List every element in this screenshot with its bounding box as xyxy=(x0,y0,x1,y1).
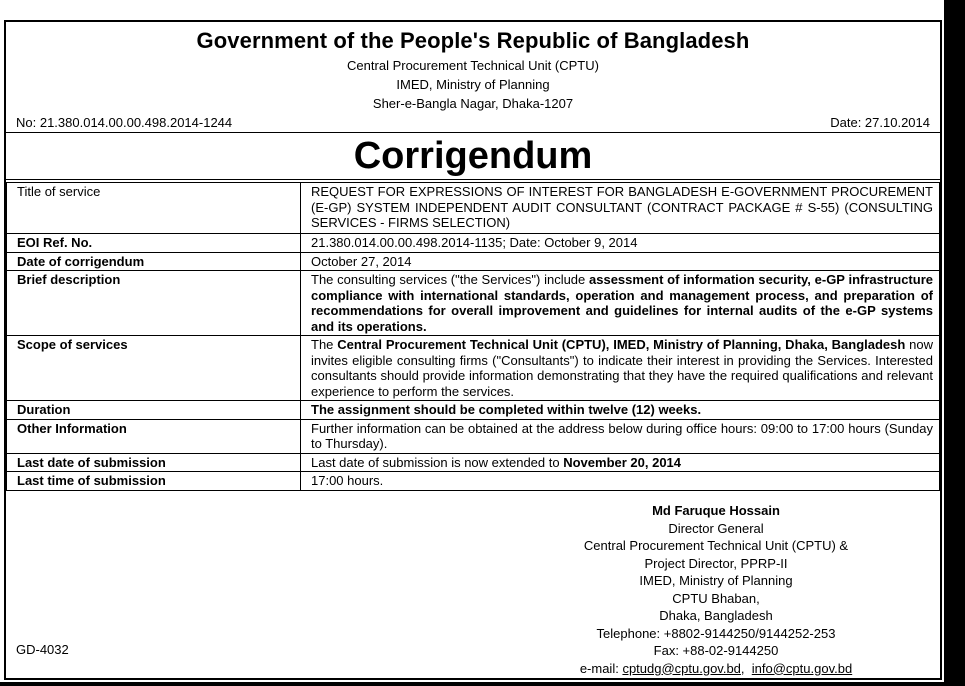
fax-line: Fax: +88-02-9144250 xyxy=(653,643,779,658)
row-label: Last date of submission xyxy=(7,453,301,472)
table-row xyxy=(7,419,940,453)
signatory-unit: Central Procurement Technical Unit (CPTU) & xyxy=(583,538,849,553)
table-row xyxy=(7,472,940,491)
unit-name: Central Procurement Technical Unit (CPTU) xyxy=(347,58,599,73)
row-value: Further information can be obtained at the address below during office hours: 09:00 to 17:00 hours (Sunday to Thursday). xyxy=(301,419,940,453)
signatory-project: Project Director, PPRP-II xyxy=(644,555,788,571)
table-row xyxy=(7,183,940,234)
value-emphasis: November 20, 2014 xyxy=(563,454,682,470)
signatory-city: Dhaka, Bangladesh xyxy=(659,608,773,623)
notice-date: Date: 27.10.2014 xyxy=(830,115,930,130)
corrigendum-table xyxy=(6,182,940,491)
row-label: Date of corrigendum xyxy=(7,252,301,271)
value-emphasis: assessment of information security, e-GP infrastructure compliance with international standards, operation and management process, and preparation of recommendations for overall improvement and guidelines for internal audits of the e-GP systems and its operations. xyxy=(311,272,933,334)
table-row xyxy=(7,271,940,336)
value-text: now invites eligible consulting firms ("Consultants") to indicate their interest in providing the Services. Interested consultants should provide information demonstrating that they have the required qualifications and relevant experience to perform the services. xyxy=(311,337,933,399)
government-title: Government of the People's Republic of Bangladesh xyxy=(196,28,750,53)
table-row xyxy=(7,234,940,253)
value-emphasis: The assignment should be completed within twelve (12) weeks. xyxy=(311,402,702,417)
email-line xyxy=(566,660,866,678)
table-row xyxy=(7,453,940,472)
gd-code: GD-4032 xyxy=(16,642,69,657)
email-label: e-mail: xyxy=(579,660,623,676)
page-title: Corrigendum xyxy=(353,135,593,177)
value-text: The consulting services ("the Services") include xyxy=(311,272,589,287)
email-link-info[interactable]: info@cptu.gov.bd xyxy=(751,660,853,676)
row-value: 21.380.014.00.00.498.2014-1135; Date: October 9, 2014 xyxy=(301,234,940,253)
row-value xyxy=(301,271,940,336)
table-row xyxy=(7,336,940,401)
telephone-line: Telephone: +8802-9144250/9144252-253 xyxy=(596,625,836,641)
row-value: 17:00 hours. xyxy=(301,472,940,491)
notice-frame xyxy=(4,20,942,680)
reference-number: No: 21.380.014.00.00.498.2014-1244 xyxy=(16,115,233,130)
title-box xyxy=(6,132,940,180)
ministry-name: IMED, Ministry of Planning xyxy=(396,77,550,92)
table-row xyxy=(7,252,940,271)
signatory-name: Md Faruque Hossain xyxy=(652,503,780,518)
email-link-cptudg[interactable]: cptudg@cptu.gov.bd xyxy=(622,660,741,676)
row-label: Duration xyxy=(7,401,301,420)
right-edge-bar xyxy=(944,0,965,686)
row-label: Title of service xyxy=(7,183,301,234)
row-value: REQUEST FOR EXPRESSIONS OF INTEREST FOR BANGLADESH E-GOVERNMENT PROCUREMENT (E-GP) SYSTEM INDEPENDENT AUDIT CONSULTANT (CONTRACT PACKAGE # S-55) (CONSULTING SERVICES - FIRMS SELECTION) xyxy=(301,183,940,234)
row-value: October 27, 2014 xyxy=(301,252,940,271)
office-address: Sher-e-Bangla Nagar, Dhaka-1207 xyxy=(372,96,574,111)
row-label: Brief description xyxy=(7,271,301,336)
row-value xyxy=(301,401,940,420)
row-value xyxy=(301,453,940,472)
row-label: EOI Ref. No. xyxy=(7,234,301,253)
value-text: Last date of submission is now extended to xyxy=(311,454,564,470)
table-row xyxy=(7,401,940,420)
email-separator: , xyxy=(740,660,752,676)
value-text: The xyxy=(311,337,338,352)
row-label: Last time of submission xyxy=(7,472,301,491)
row-label: Other Information xyxy=(7,419,301,453)
row-value xyxy=(301,336,940,401)
bottom-edge-bar xyxy=(0,682,965,686)
signatory-building: CPTU Bhaban, xyxy=(672,590,760,606)
signatory-ministry: IMED, Ministry of Planning xyxy=(639,573,793,588)
signatory-designation: Director General xyxy=(668,520,764,536)
row-label: Scope of services xyxy=(7,336,301,401)
value-emphasis: Central Procurement Technical Unit (CPTU), IMED, Ministry of Planning, Dhaka, Bangladesh xyxy=(337,337,906,352)
signature-block xyxy=(566,502,866,677)
